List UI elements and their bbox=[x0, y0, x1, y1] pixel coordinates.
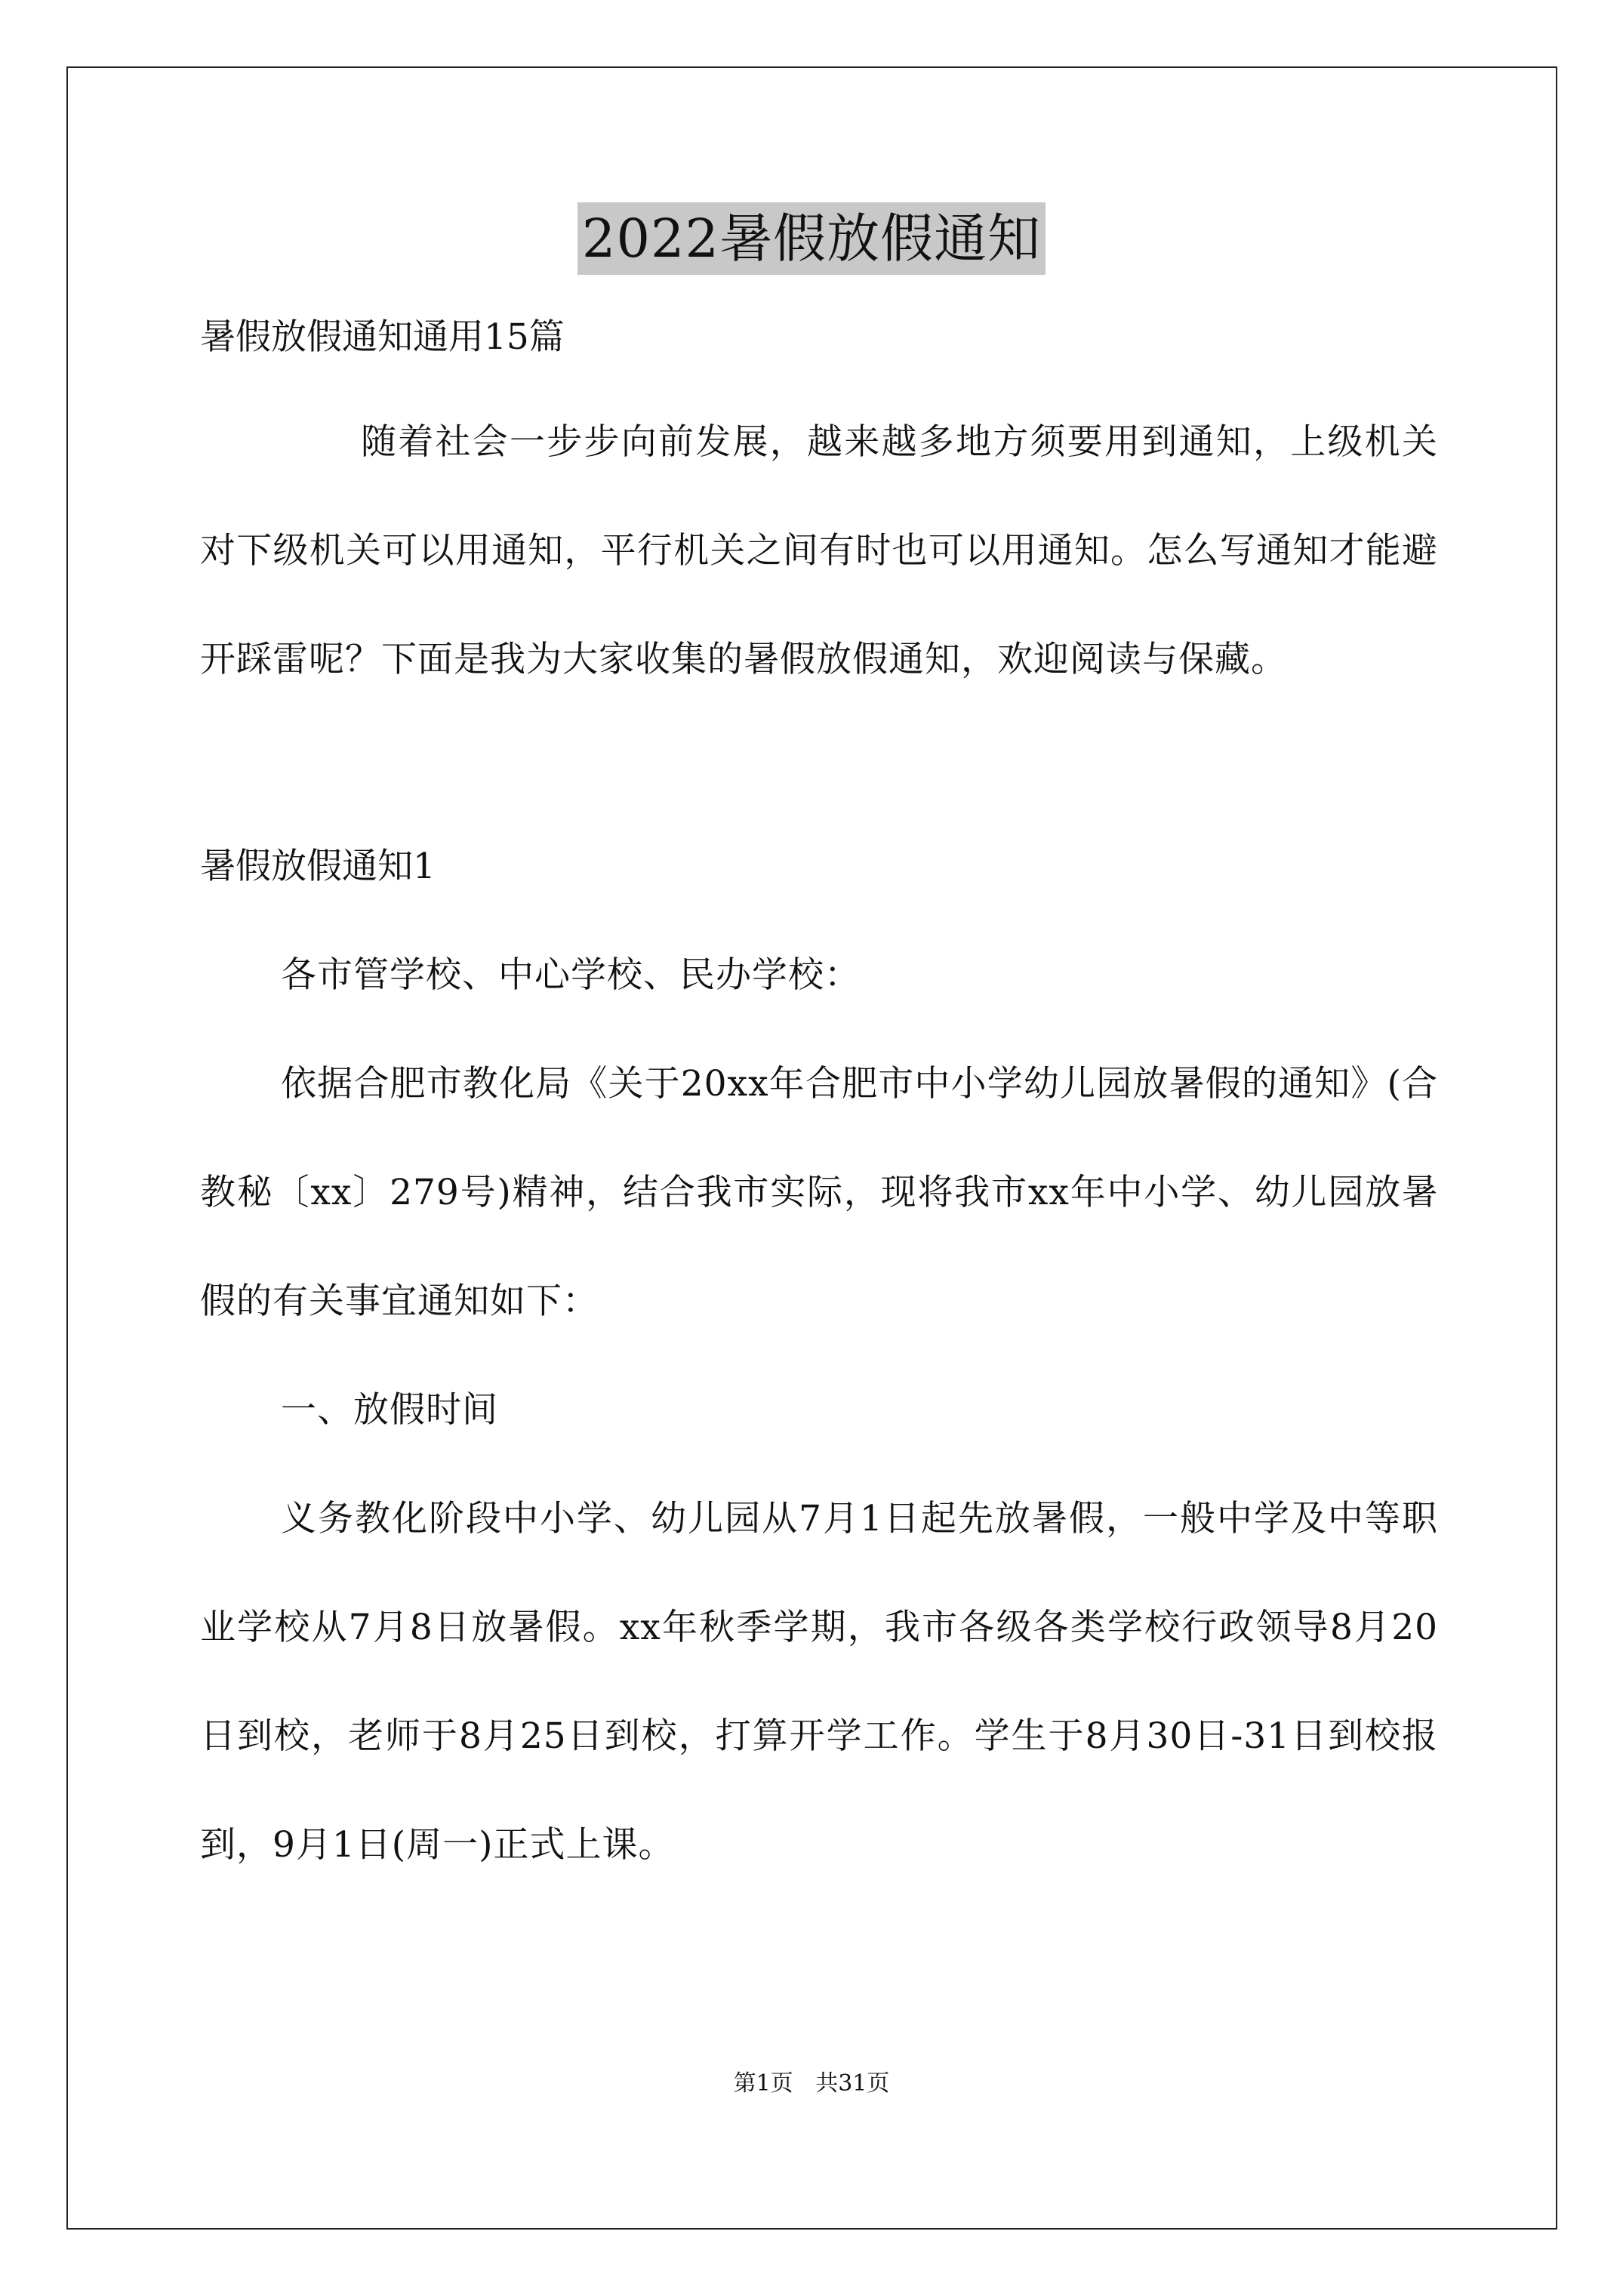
document-subtitle: 暑假放假通知通用15篇 bbox=[200, 316, 565, 358]
paragraph-addressee: 各市管学校、中心学校、民办学校： bbox=[281, 954, 861, 996]
page-total: 共31页 bbox=[815, 2070, 890, 2097]
page-number: 第1页 bbox=[733, 2070, 793, 2097]
paragraph-basis: 依据合肥市教化局《关于20xx年合肥市中小学幼儿园放暑假的通知》(合教秘〔xx〕279号)精神，结合我市实际，现将我市xx年中小学、幼儿园放暑假的有关事宜通知如下： bbox=[200, 1063, 1438, 1322]
intro-paragraph: 随着社会一步步向前发展，越来越多地方须要用到通知，上级机关对下级机关可以用通知，平行机关之间有时也可以用通知。怎么写通知才能避开踩雷呢？下面是我为大家收集的暑假放假通知，欢迎阅读与保藏。 bbox=[200, 421, 1438, 680]
page-footer bbox=[0, 2069, 1623, 2099]
paragraph-heading-holiday-time: 一、放假时间 bbox=[281, 1389, 498, 1431]
section-title: 暑假放假通知1 bbox=[200, 846, 436, 887]
document-title: 2022暑假放假通知 bbox=[577, 202, 1046, 275]
title-container bbox=[0, 202, 1623, 275]
document-body bbox=[200, 311, 1438, 1900]
paragraph-holiday-schedule: 义务教化阶段中小学、幼儿园从7月1日起先放暑假，一般中学及中等职业学校从7月8日放暑假。xx年秋季学期，我市各级各类学校行政领导8月20日到校，老师于8月25日到校，打算开学工作。学生于8月30日-31日到校报到，9月1日(周一)正式上课。 bbox=[200, 1498, 1438, 1866]
